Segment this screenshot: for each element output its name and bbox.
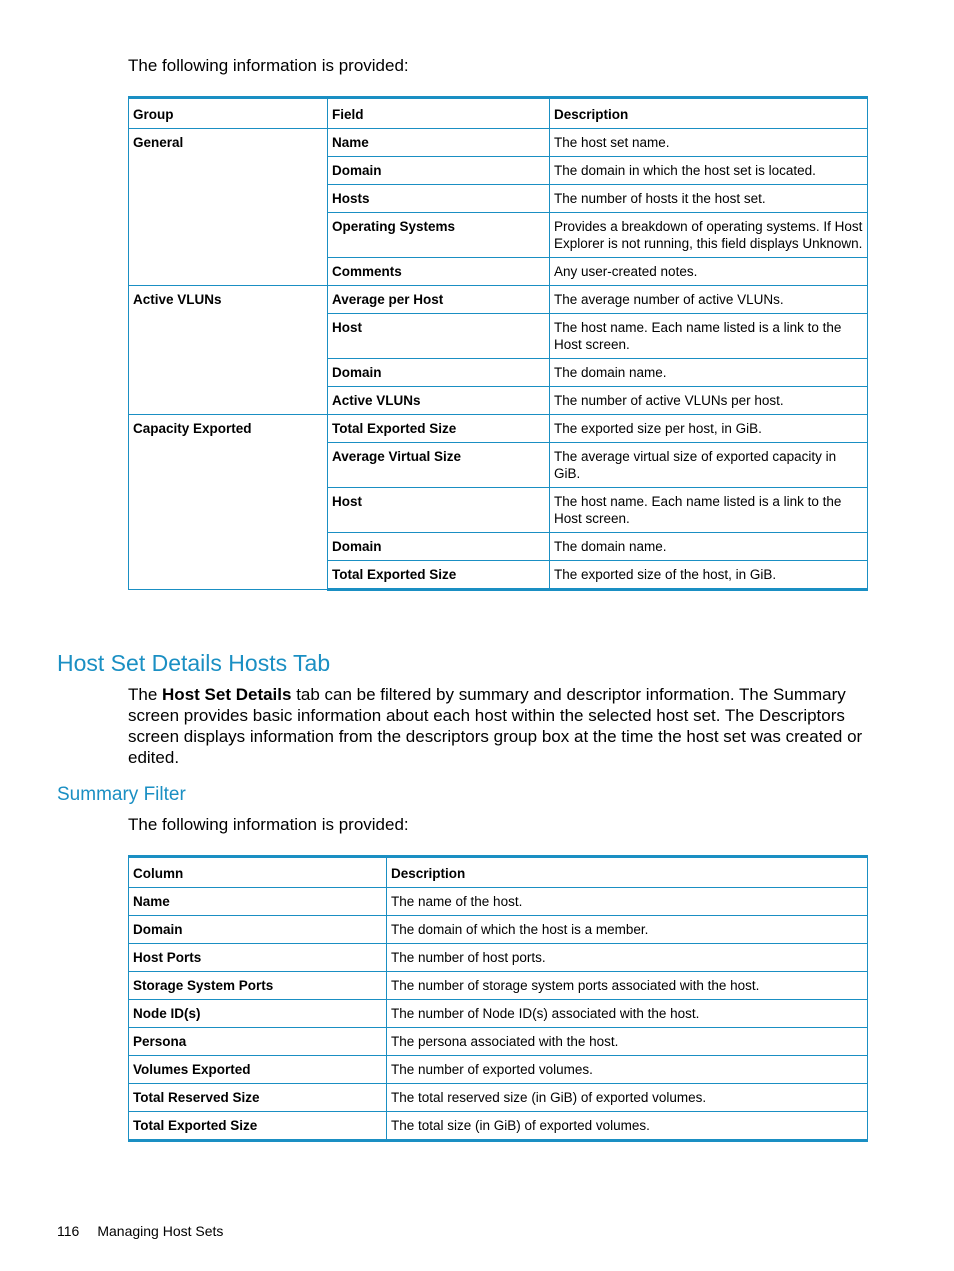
field-cell: Domain [328,359,550,387]
field-cell: Domain [328,533,550,561]
table-row [129,1000,868,1028]
group-cell: Active VLUNs [129,286,328,415]
description-cell: The total size (in GiB) of exported volumes. [387,1112,868,1141]
description-cell: The domain of which the host is a member. [387,916,868,944]
table-row [129,972,868,1000]
description-cell: The average number of active VLUNs. [550,286,868,314]
table-row [129,888,868,916]
table-header-row [129,857,868,888]
table-row [129,1112,868,1141]
description-cell: The number of host ports. [387,944,868,972]
column-header: Description [387,857,868,888]
description-cell: The persona associated with the host. [387,1028,868,1056]
paragraph-bold-term: Host Set Details [162,685,292,704]
group-cell: General [129,129,328,286]
table-row [129,1028,868,1056]
column-name-cell: Persona [129,1028,387,1056]
table-row [129,286,868,314]
description-cell: The domain name. [550,359,868,387]
summary-filter-table [128,855,868,1142]
field-cell: Total Exported Size [328,415,550,443]
field-cell: Name [328,129,550,157]
field-cell: Host [328,488,550,533]
footer-section-title: Managing Host Sets [97,1223,224,1239]
section-heading: Host Set Details Hosts Tab [57,650,331,676]
column-header: Column [129,857,387,888]
description-cell: The host name. Each name listed is a link to the Host screen. [550,488,868,533]
paragraph-text: The [128,685,163,704]
column-header: Group [129,98,328,129]
description-cell: The host set name. [550,129,868,157]
description-cell: Any user-created notes. [550,258,868,286]
field-cell: Average per Host [328,286,550,314]
table-row [129,1084,868,1112]
field-cell: Domain [328,157,550,185]
table-row [129,129,868,157]
field-cell: Operating Systems [328,213,550,258]
body-paragraph [128,684,868,768]
intro-text-1: The following information is provided: [128,56,409,75]
intro-text-2: The following information is provided: [128,815,409,834]
column-header: Description [550,98,868,129]
description-cell: The domain in which the host set is located. [550,157,868,185]
column-name-cell: Volumes Exported [129,1056,387,1084]
paragraph-text: tab can be filtered by summary and descriptor information. The Summary screen provides basic information about each host within the selected host set. The Descriptors screen displays information from the descriptors group box at the time the host set was created or edited. [128,685,863,767]
column-name-cell: Host Ports [129,944,387,972]
column-name-cell: Name [129,888,387,916]
field-cell: Average Virtual Size [328,443,550,488]
description-cell: The name of the host. [387,888,868,916]
description-cell: The number of storage system ports associated with the host. [387,972,868,1000]
column-name-cell: Total Exported Size [129,1112,387,1141]
column-name-cell: Storage System Ports [129,972,387,1000]
description-cell: The exported size of the host, in GiB. [550,561,868,590]
description-cell: The number of hosts it the host set. [550,185,868,213]
subsection-heading: Summary Filter [57,784,186,805]
page-number: 116 [57,1223,80,1239]
field-cell: Total Exported Size [328,561,550,590]
column-header: Field [328,98,550,129]
description-cell: The number of active VLUNs per host. [550,387,868,415]
description-cell: The domain name. [550,533,868,561]
column-name-cell: Domain [129,916,387,944]
description-cell: Provides a breakdown of operating systems. If Host Explorer is not running, this field displays Unknown. [550,213,868,258]
column-name-cell: Total Reserved Size [129,1084,387,1112]
table-row [129,415,868,443]
description-cell: The total reserved size (in GiB) of exported volumes. [387,1084,868,1112]
description-cell: The exported size per host, in GiB. [550,415,868,443]
table-row [129,944,868,972]
description-cell: The number of exported volumes. [387,1056,868,1084]
field-cell: Host [328,314,550,359]
column-name-cell: Node ID(s) [129,1000,387,1028]
table-header-row [129,98,868,129]
group-cell: Capacity Exported [129,415,328,590]
host-set-info-table [128,96,868,591]
description-cell: The average virtual size of exported capacity in GiB. [550,443,868,488]
field-cell: Comments [328,258,550,286]
description-cell: The host name. Each name listed is a link to the Host screen. [550,314,868,359]
table-row [129,916,868,944]
page-footer [57,1223,241,1239]
table-row [129,1056,868,1084]
field-cell: Active VLUNs [328,387,550,415]
field-cell: Hosts [328,185,550,213]
description-cell: The number of Node ID(s) associated with the host. [387,1000,868,1028]
